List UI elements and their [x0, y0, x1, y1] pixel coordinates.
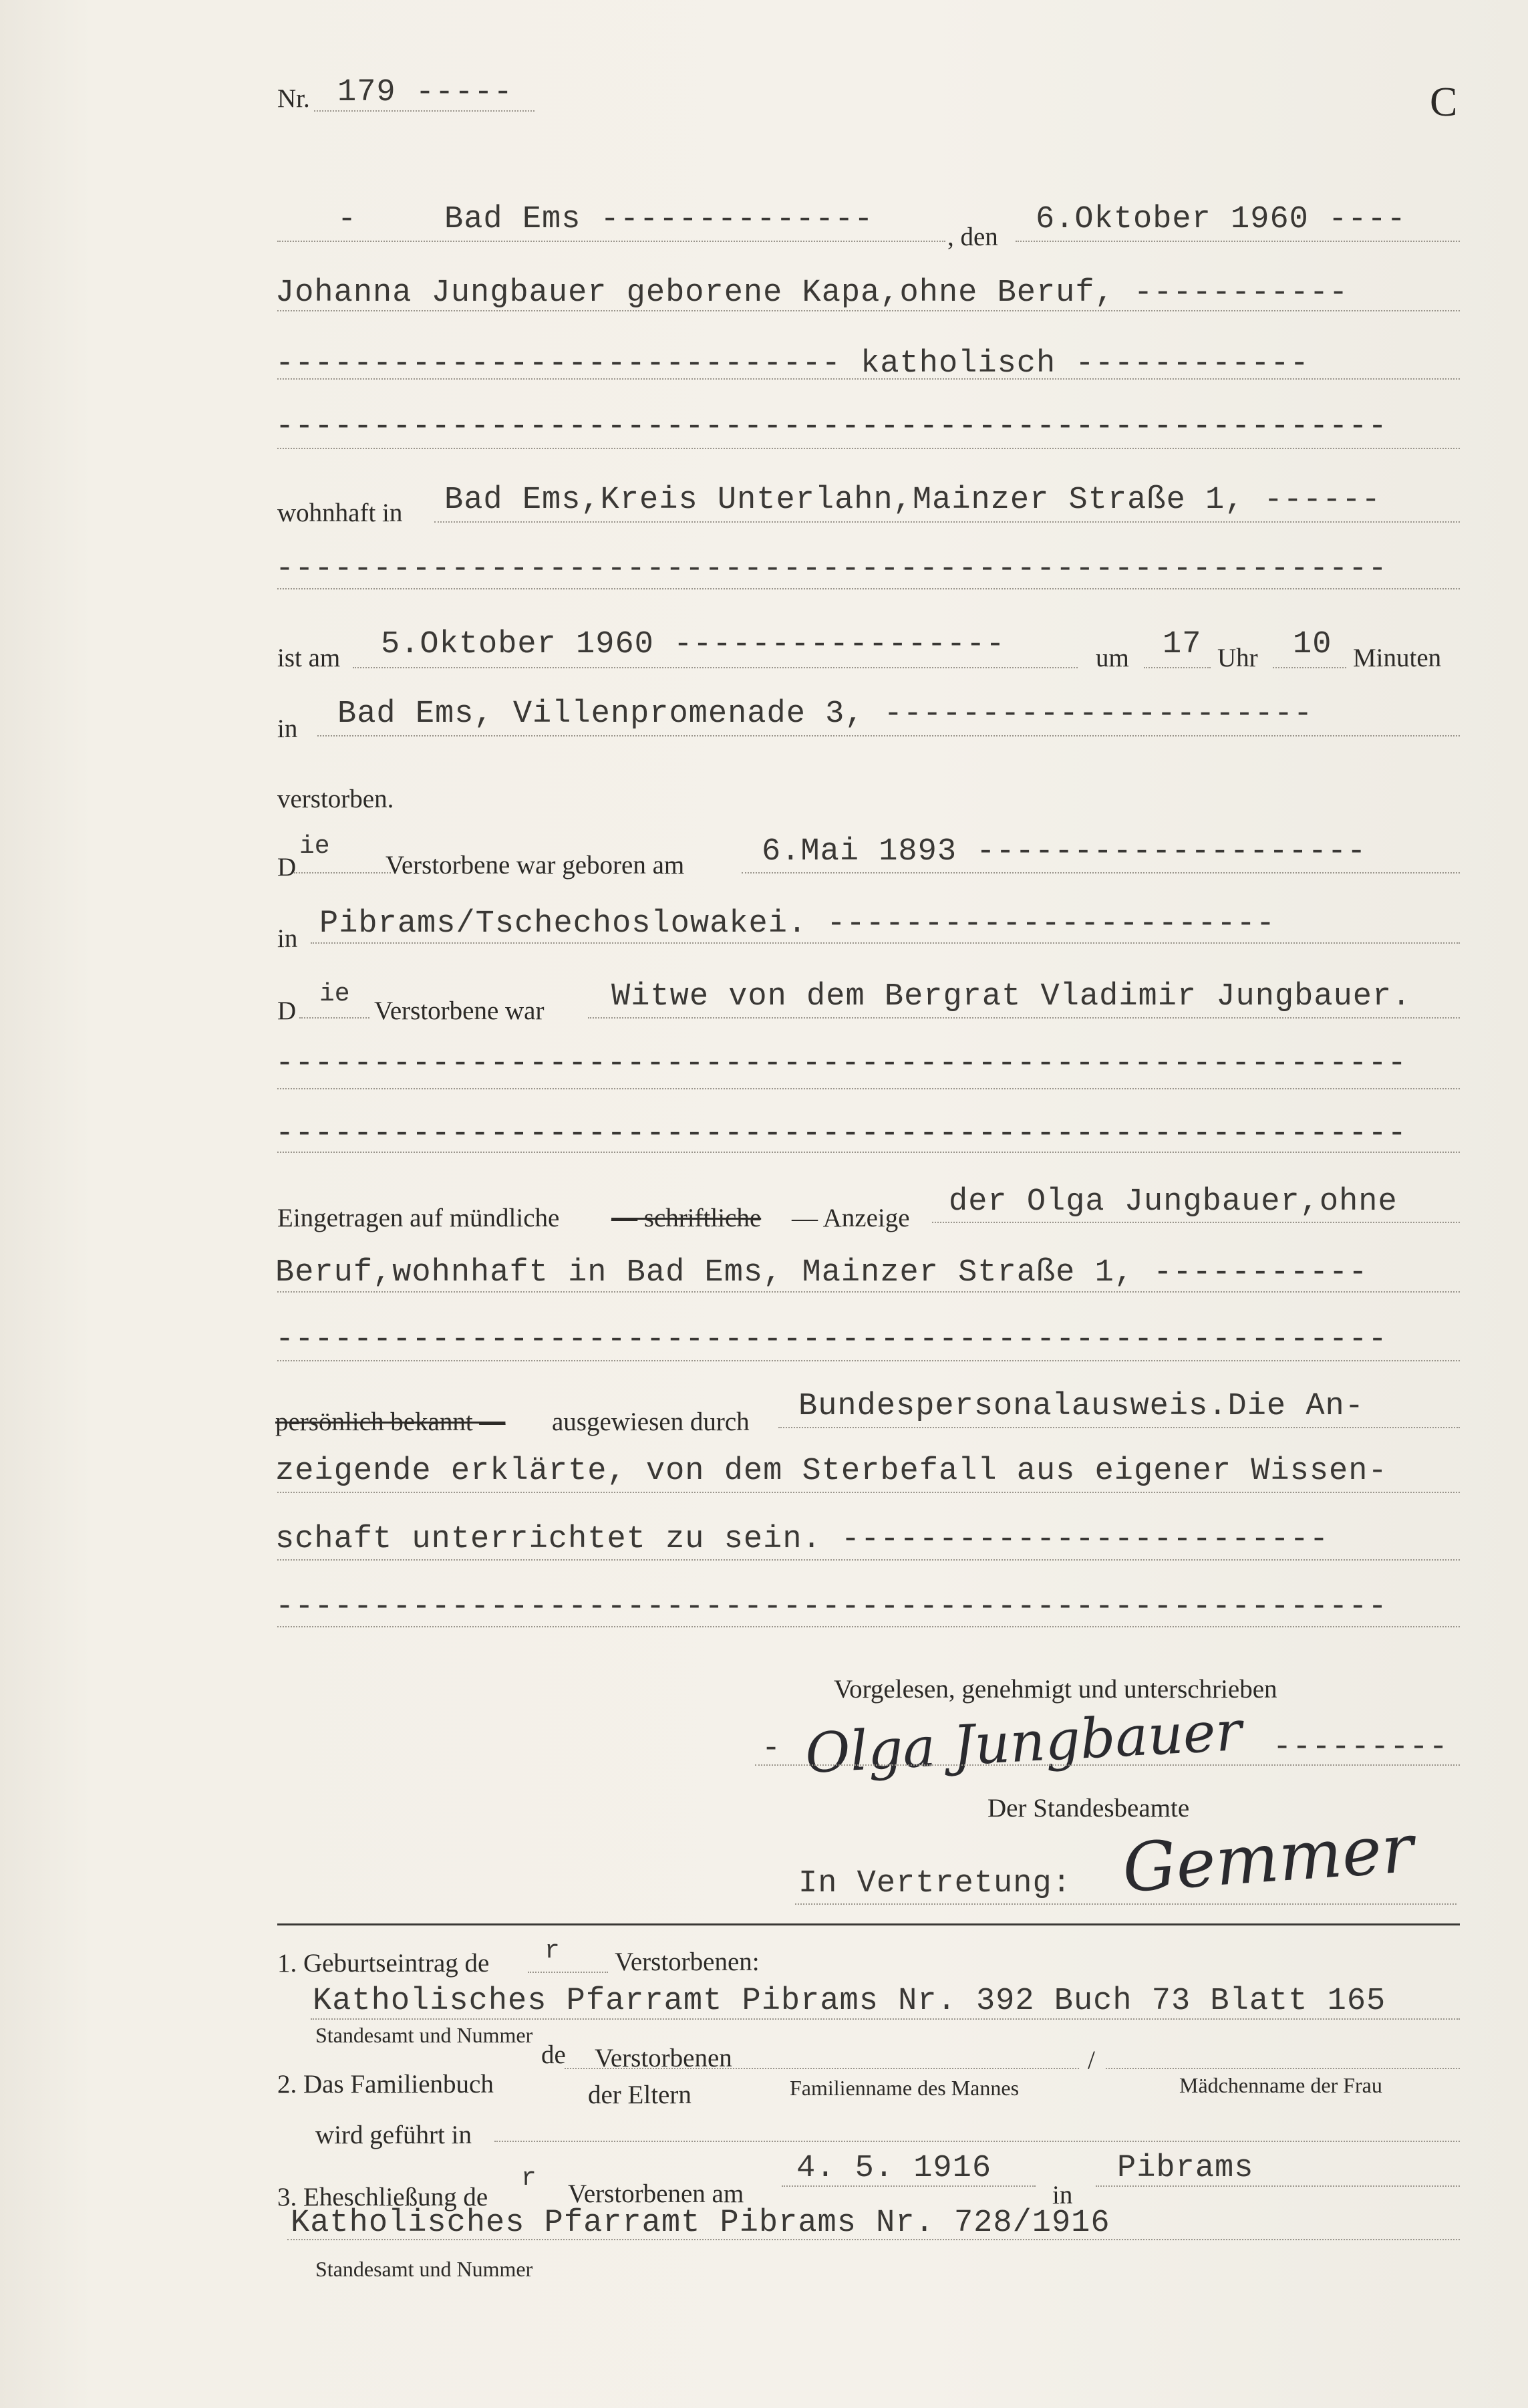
- note1-fill: r: [545, 1937, 560, 1966]
- note2-verstorbenen: Verstorbenen: [595, 2044, 732, 2072]
- nr-value: 179 -----: [337, 75, 513, 110]
- deceased-line-2: ----------------------------- katholisch ------------: [275, 346, 1310, 382]
- informant-line-2: Beruf,wohnhaft in Bad Ems, Mainzer Straße 1, -----------: [275, 1255, 1368, 1291]
- note3-value: Katholisches Pfarramt Pibrams Nr. 728/1916: [291, 2205, 1110, 2241]
- ausgewiesen-label: ausgewiesen durch: [552, 1408, 750, 1436]
- birth-date-dotted: [742, 872, 1460, 874]
- informant-signature-prefix: -: [762, 1731, 782, 1766]
- ist-am-label: ist am: [277, 644, 341, 672]
- marital-dotted-2: [277, 1088, 1460, 1089]
- death-in-label: in: [277, 714, 298, 743]
- signature-dotted: [755, 1764, 1460, 1766]
- note2-de: de: [541, 2040, 566, 2069]
- address-line-2: ---------------------------------------------------------: [275, 551, 1388, 587]
- note1-label2: Verstorbenen:: [615, 1948, 760, 1976]
- note3-place-dotted: [1096, 2185, 1460, 2187]
- note1-label: 1. Geburtseintrag de: [277, 1949, 490, 1978]
- place-value: Bad Ems --------------: [444, 202, 874, 237]
- note3-place: Pibrams: [1117, 2151, 1254, 2186]
- marital-label: Verstorbene war: [374, 996, 545, 1025]
- note3-date-dotted: [782, 2185, 1036, 2187]
- standesbeamte-label: Der Standesbeamte: [987, 1794, 1190, 1823]
- hour-dotted: [1144, 667, 1211, 668]
- address-line-1: Bad Ems,Kreis Unterlahn,Mainzer Straße 1, ------: [444, 483, 1381, 518]
- id-dotted-3: [277, 1559, 1460, 1561]
- note3-label: 3. Eheschließung de: [277, 2183, 488, 2212]
- deceased-dotted-1: [277, 310, 1460, 311]
- id-dotted-4: [277, 1626, 1460, 1627]
- marital-line-2: ----------------------------------------------------------: [275, 1046, 1407, 1081]
- wohnhaft-label: wohnhaft in: [277, 499, 403, 527]
- vertretung-label: In Vertretung:: [798, 1866, 1072, 1901]
- id-line-3: schaft unterrichtet zu sein. -------------------------: [275, 1522, 1330, 1557]
- deceased-dotted-2: [277, 378, 1460, 380]
- nr-label: Nr.: [277, 84, 310, 113]
- um-label: um: [1096, 644, 1129, 672]
- informant-dotted-2: [277, 1291, 1460, 1293]
- register-date: 6.Oktober 1960 ----: [1036, 202, 1406, 237]
- death-place: Bad Ems, Villenpromenade 3, ----------------------: [337, 696, 1314, 732]
- place-dotted-line: [277, 241, 945, 242]
- vorgelesen-label: Vorgelesen, genehmigt und unterschrieben: [834, 1675, 1277, 1704]
- notes-divider: [277, 1923, 1460, 1925]
- deceased-dotted-3: [277, 448, 1460, 449]
- marital-d-label: D: [277, 996, 297, 1025]
- id-dotted-2: [277, 1492, 1460, 1493]
- id-line-1: Bundespersonalausweis.Die An-: [798, 1389, 1364, 1424]
- informant-dotted-1: [932, 1222, 1460, 1223]
- informant-line-1: der Olga Jungbauer,ohne: [949, 1184, 1398, 1220]
- note3-label2: Verstorbenen am: [568, 2179, 744, 2208]
- marital-line-3: ----------------------------------------------------------: [275, 1116, 1407, 1152]
- note3-date: 4. 5. 1916: [796, 2151, 992, 2186]
- verstorben-label: verstorben.: [277, 785, 394, 813]
- informant-signature: Olga Jungbauer: [803, 1699, 1243, 1786]
- marital-d-dotted: [299, 1017, 369, 1019]
- date-dotted-line: [1016, 241, 1460, 242]
- id-dotted-1: [778, 1427, 1460, 1428]
- born-label: Verstorbene war geboren am: [386, 851, 685, 880]
- den-label: , den: [947, 223, 998, 251]
- death-place-dotted: [317, 735, 1460, 737]
- note2-label: 2. Das Familienbuch: [277, 2070, 494, 2099]
- marital-d-fill: ie: [319, 980, 350, 1009]
- death-date-dotted: [353, 667, 1078, 668]
- birth-place: Pibrams/Tschechoslowakei. -----------------------: [319, 906, 1276, 942]
- note2-slash: /: [1088, 2046, 1095, 2075]
- vertretung-dotted: [795, 1903, 1457, 1905]
- note3-in: in: [1052, 2181, 1073, 2210]
- informant-signature-suffix: ---------: [1273, 1730, 1448, 1765]
- marital-status: Witwe von dem Bergrat Vladimir Jungbauer.: [611, 979, 1412, 1015]
- note2-wird-dotted: [494, 2141, 1460, 2142]
- persoenlich-struck: persönlich bekannt —: [275, 1408, 506, 1436]
- death-hour: 17: [1163, 627, 1202, 662]
- deceased-line-1: Johanna Jungbauer geborene Kapa,ohne Beruf, -----------: [275, 275, 1349, 311]
- note1-fill-dotted: [528, 1972, 608, 1973]
- born-d-label: D: [277, 853, 297, 882]
- note2-dotted-left: [565, 2068, 1079, 2069]
- minuten-label: Minuten: [1353, 644, 1442, 672]
- note3-sub: Standesamt und Nummer: [315, 2257, 533, 2281]
- birth-date: 6.Mai 1893 --------------------: [762, 834, 1367, 869]
- uhr-label: Uhr: [1217, 644, 1258, 672]
- address-dotted-2: [277, 588, 1460, 589]
- informant-line-3: ---------------------------------------------------------: [275, 1322, 1388, 1357]
- minutes-dotted: [1273, 667, 1346, 668]
- deceased-line-3: ---------------------------------------------------------: [275, 409, 1388, 444]
- id-line-2: zeigende erklärte, von dem Sterbefall aus eigener Wissen-: [275, 1454, 1388, 1489]
- death-date: 5.Oktober 1960 -----------------: [381, 627, 1006, 662]
- schriftliche-struck: — schriftliche: [611, 1204, 762, 1232]
- note1-value: Katholisches Pfarramt Pibrams Nr. 392 Buch 73 Blatt 165: [313, 1984, 1386, 2019]
- birth-in-label: in: [277, 924, 298, 953]
- born-d-fill: ie: [299, 832, 330, 861]
- anzeige-label: — Anzeige: [792, 1204, 910, 1232]
- eingetragen-label: Eingetragen auf mündliche: [277, 1204, 560, 1232]
- address-dotted-1: [434, 521, 1460, 523]
- note2-dotted-right: [1106, 2068, 1460, 2069]
- marital-status-dotted: [588, 1017, 1460, 1019]
- note3-dotted: [287, 2239, 1460, 2240]
- id-line-4: ---------------------------------------------------------: [275, 1589, 1388, 1625]
- registrar-signature: Gemmer: [1120, 1809, 1416, 1908]
- note1-dotted: [311, 2018, 1460, 2020]
- death-minutes: 10: [1293, 627, 1332, 662]
- note3-fill: r: [521, 2164, 537, 2193]
- note2-familienname: Familienname des Mannes: [790, 2076, 1020, 2100]
- note2-maedchenname: Mädchenname der Frau: [1179, 2073, 1382, 2097]
- place-prefix: -: [337, 202, 357, 237]
- note2-wird: wird geführt in: [315, 2121, 472, 2149]
- register-letter: C: [1430, 80, 1458, 125]
- nr-dotted-line: [314, 110, 534, 112]
- informant-dotted-3: [277, 1360, 1460, 1361]
- note1-sub: Standesamt und Nummer: [315, 2023, 533, 2047]
- marital-dotted-3: [277, 1152, 1460, 1153]
- note2-eltern: der Eltern: [588, 2081, 692, 2109]
- born-d-dotted: [294, 872, 391, 874]
- birth-place-dotted: [311, 942, 1460, 944]
